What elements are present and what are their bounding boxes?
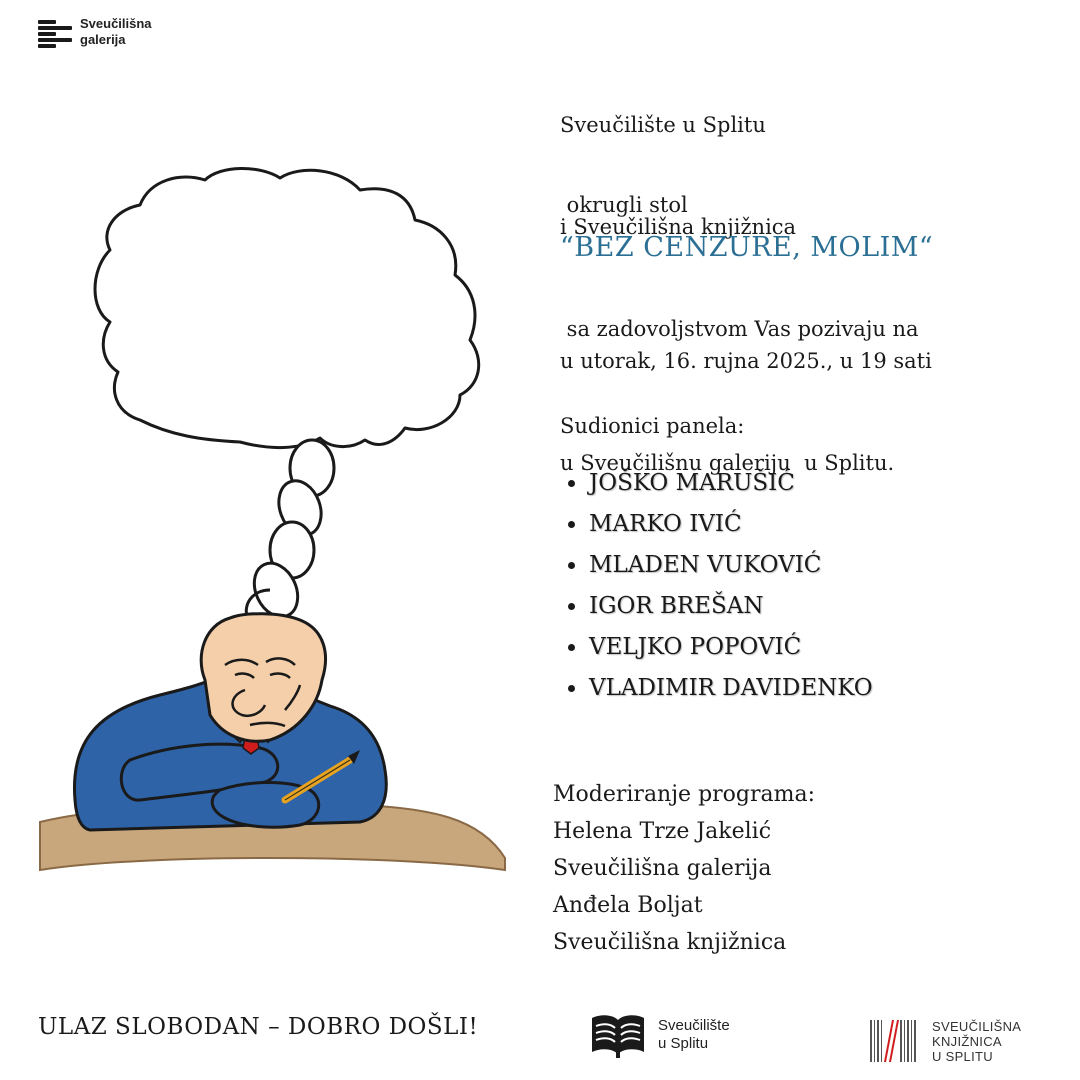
- panelist-name: JOŠKO MARUŠIĆ: [589, 470, 795, 496]
- list-item: [568, 463, 873, 504]
- lib-logo-line2: KNJIŽNICA: [932, 1033, 1002, 1049]
- panelist-name: VELJKO POPOVIĆ: [589, 634, 802, 660]
- lib-logo-line1: SVEUČILIŠNA: [932, 1018, 1022, 1034]
- moderator-2-org: Sveučilišna knjižnica: [553, 930, 787, 955]
- uni-logo-line2: u Splitu: [658, 1035, 709, 1052]
- bullet-icon: [568, 644, 575, 651]
- event-title: “BEZ CENZURE, MOLIM“: [560, 232, 934, 263]
- lib-logo-line3: U SPLITU: [932, 1048, 993, 1064]
- list-item: [568, 627, 873, 668]
- moderator-1: Helena Trze Jakelić: [553, 819, 772, 844]
- moderation-block: [553, 776, 815, 961]
- library-logo: [870, 1018, 1021, 1064]
- panelist-name: MLADEN VUKOVIĆ: [589, 552, 822, 578]
- list-item: [568, 545, 873, 586]
- moderator-1-org: Sveučilišna galerija: [553, 856, 772, 881]
- moderator-2: Anđela Boljat: [553, 893, 703, 918]
- bullet-icon: [568, 480, 575, 487]
- list-item: [568, 504, 873, 545]
- event-place: u Sveučilišnu galeriju u Splitu.: [560, 451, 895, 475]
- gallery-logo-icon: [38, 18, 72, 46]
- uni-logo-line1: Sveučilište: [658, 1017, 730, 1034]
- event-type: okrugli stol: [560, 193, 688, 217]
- library-barcode-icon: [870, 1018, 924, 1064]
- panelist-name: VLADIMIR DAVIDENKO: [589, 675, 873, 701]
- book-icon: [590, 1012, 646, 1058]
- university-logo: [590, 1012, 730, 1058]
- bullet-icon: [568, 521, 575, 528]
- cartoon-illustration: [30, 150, 530, 880]
- welcome-text: ULAZ SLOBODAN – DOBRO DOŠLI!: [38, 1014, 479, 1040]
- chain-links: [246, 440, 334, 624]
- gallery-logo: [38, 16, 152, 48]
- list-item: [568, 586, 873, 627]
- intro-line-2: i Sveučilišna knjižnica: [560, 215, 797, 239]
- intro-line-3: sa zadovoljstvom Vas pozivaju na: [560, 317, 919, 341]
- panelist-list: [568, 463, 873, 709]
- thought-bubble: [95, 168, 479, 447]
- gallery-logo-line1: Sveučilišna: [80, 16, 152, 31]
- list-item: [568, 668, 873, 709]
- bullet-icon: [568, 603, 575, 610]
- panel-label: Sudionici panela:: [560, 414, 745, 438]
- event-date: u utorak, 16. rujna 2025., u 19 sati: [560, 349, 932, 373]
- bullet-icon: [568, 562, 575, 569]
- gallery-logo-line2: galerija: [80, 32, 126, 47]
- moderation-label: Moderiranje programa:: [553, 782, 816, 807]
- intro-line-1: Sveučilište u Splitu: [560, 113, 766, 137]
- bullet-icon: [568, 685, 575, 692]
- panelist-name: IGOR BREŠAN: [589, 593, 764, 619]
- panelist-name: MARKO IVIĆ: [589, 511, 742, 537]
